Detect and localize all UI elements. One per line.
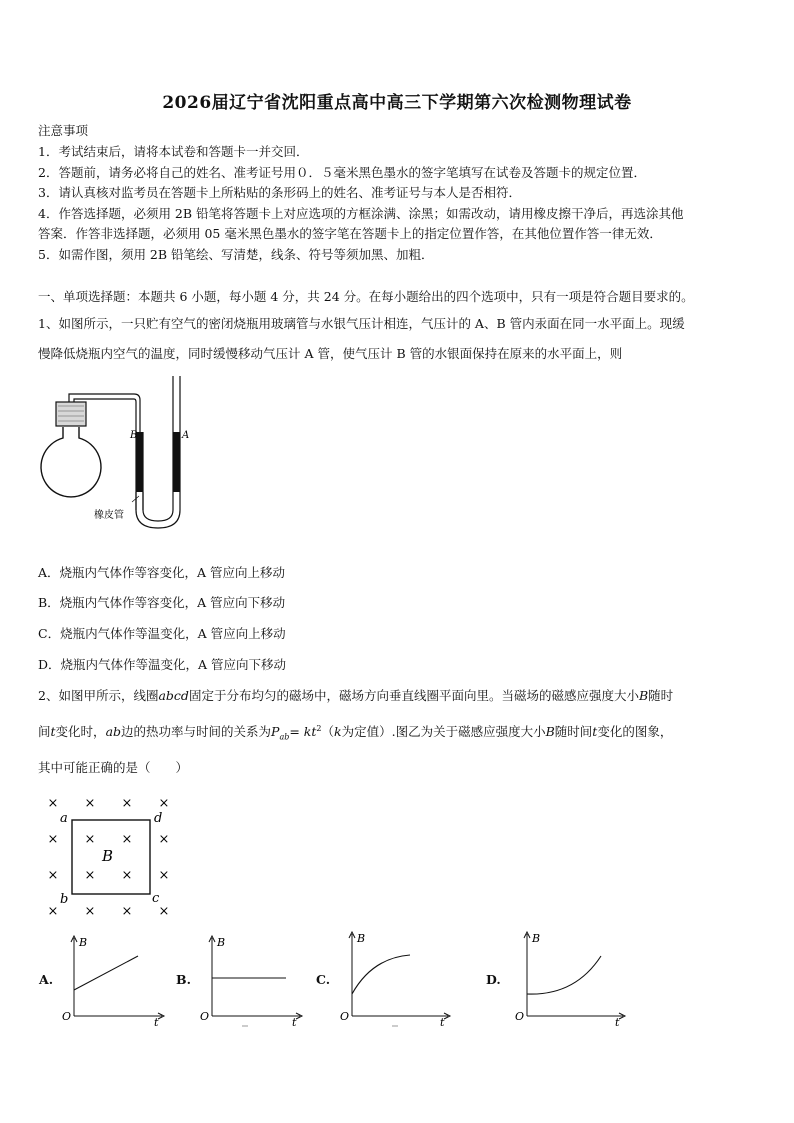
svg-text:×: × [158,796,170,811]
power-symbol: P [271,724,280,739]
q1-stem-line2: 慢降低烧瓶内空气的温度，同时缓慢移动气压计 A 管，使气压计 B 管的水银面保持在原来的水平面上，则 [38,346,623,361]
notice-item-3: 3．请认真核对监考员在答题卡上所粘贴的条形码上的姓名、准考证号与本人是否相符． [38,185,521,200]
svg-text:×: × [121,904,133,919]
hose-label: 橡皮管 [94,510,124,521]
svg-text:×: × [84,796,96,811]
section-heading: 一、单项选择题：本题共 6 小题，每小题 4 分，共 24 分。在每小题给出的四个选项中，只有一项是符合题目要求的。 [38,289,694,304]
svg-text:t: t [154,1016,159,1028]
notice-item-4-cont: 答案．作答非选择题，必须用 05 毫米黑色墨水的签字笔在答题卡上的指定位置作答，在其他位置作答一律无效． [38,226,662,241]
mercury-column-A [174,432,180,492]
flask-stopper [56,402,86,426]
q2-coil-figure [38,790,178,920]
tube-label-B: B [130,430,138,441]
vertex-d: d [154,811,163,826]
svg-text:O: O [340,1010,350,1023]
mercury-column-B [137,432,143,492]
vertex-c: c [152,891,160,906]
graph-option-b [196,932,306,1028]
svg-text:×: × [158,904,170,919]
notice-item-5: 5．如需作图，须用 2B 铅笔绘、写清楚，线条、符号等须加黑、加粗． [38,247,434,262]
q2-stem-line2: 间t变化时，ab边的热功率与时间的关系为$P_{ab}= kt^2(k$为定值）.图乙为关于磁感应强度大小B随时间t变化的图象， [38,723,673,742]
q2-stem-line1: 2、如图甲所示，线圈abcd固定于分布均匀的磁场中，磁场方向垂直线圈平面向里。当磁场的磁感应强度大小B随时 [38,688,674,703]
q1-option-c: C．烧瓶内气体作等温变化，A 管应向上移动 [38,626,286,641]
notice-item-2: 2．答题前，请务必将自己的姓名、准考证号用０．５毫米黑色墨水的签字笔填写在试卷及答题卡的规定位置． [38,165,646,180]
field-label-B: B [102,847,114,865]
graph-option-a-label: A. [39,972,54,987]
svg-text:t: t [615,1016,620,1028]
svg-text:O: O [62,1010,72,1023]
svg-text:×: × [121,832,133,847]
q1-apparatus-figure [36,372,206,534]
q1-option-b: B．烧瓶内气体作等容变化，A 管应向下移动 [38,595,286,610]
flask-bulb [41,427,101,497]
notice-item-1: 1．考试结束后，请将本试卷和答题卡一并交回． [38,144,309,159]
svg-text:×: × [84,868,96,883]
graph-c-curve [352,955,410,994]
page-title: 2026届辽宁省沈阳重点高中高三下学期第六次检测物理试卷 [162,93,632,113]
notice-heading: 注意事项 [38,123,89,138]
vertex-b: b [60,892,69,907]
vertex-a: a [60,811,68,826]
q1-option-d: D．烧瓶内气体作等温变化，A 管应向下移动 [38,657,287,672]
svg-text:B: B [217,936,226,949]
svg-text:×: × [84,832,96,847]
graph-option-d-label: D. [486,972,501,987]
svg-text:×: × [47,796,59,811]
svg-text:O: O [200,1010,210,1023]
svg-text:B: B [357,932,366,945]
q1-stem-line1: 1、如图所示，一只贮有空气的密闭烧瓶用玻璃管与水银气压计相连，气压计的 A、B 管内汞面在同一水平面上。现缓 [38,316,685,331]
graph-a-curve [74,956,138,990]
graph-option-a [58,932,168,1028]
q1-option-a: A．烧瓶内气体作等容变化，A 管应向上移动 [38,565,286,580]
svg-text:×: × [47,832,59,847]
graph-d-curve [527,956,601,994]
svg-text:×: × [158,868,170,883]
graph-option-c [336,928,456,1028]
tube-label-A: A [182,430,190,441]
svg-text:×: × [158,832,170,847]
graph-option-b-label: B. [176,972,191,987]
svg-text:t: t [292,1016,297,1028]
svg-text:×: × [47,904,59,919]
svg-text:O: O [515,1010,525,1023]
svg-text:t: t [440,1016,445,1028]
q2-stem-line3: 其中可能正确的是（ ） [38,760,189,775]
graph-option-c-label: C. [316,972,331,987]
graph-option-d [511,928,631,1028]
svg-text:×: × [47,868,59,883]
svg-text:B: B [79,936,88,949]
svg-text:×: × [84,904,96,919]
svg-text:×: × [121,868,133,883]
notice-item-4: 4．作答选择题，必须用 2B 铅笔将答题卡上对应选项的方框涂满、涂黑；如需改动，请用橡皮擦干净后，再选涂其他 [38,206,684,221]
svg-text:B: B [532,932,541,945]
svg-text:×: × [121,796,133,811]
